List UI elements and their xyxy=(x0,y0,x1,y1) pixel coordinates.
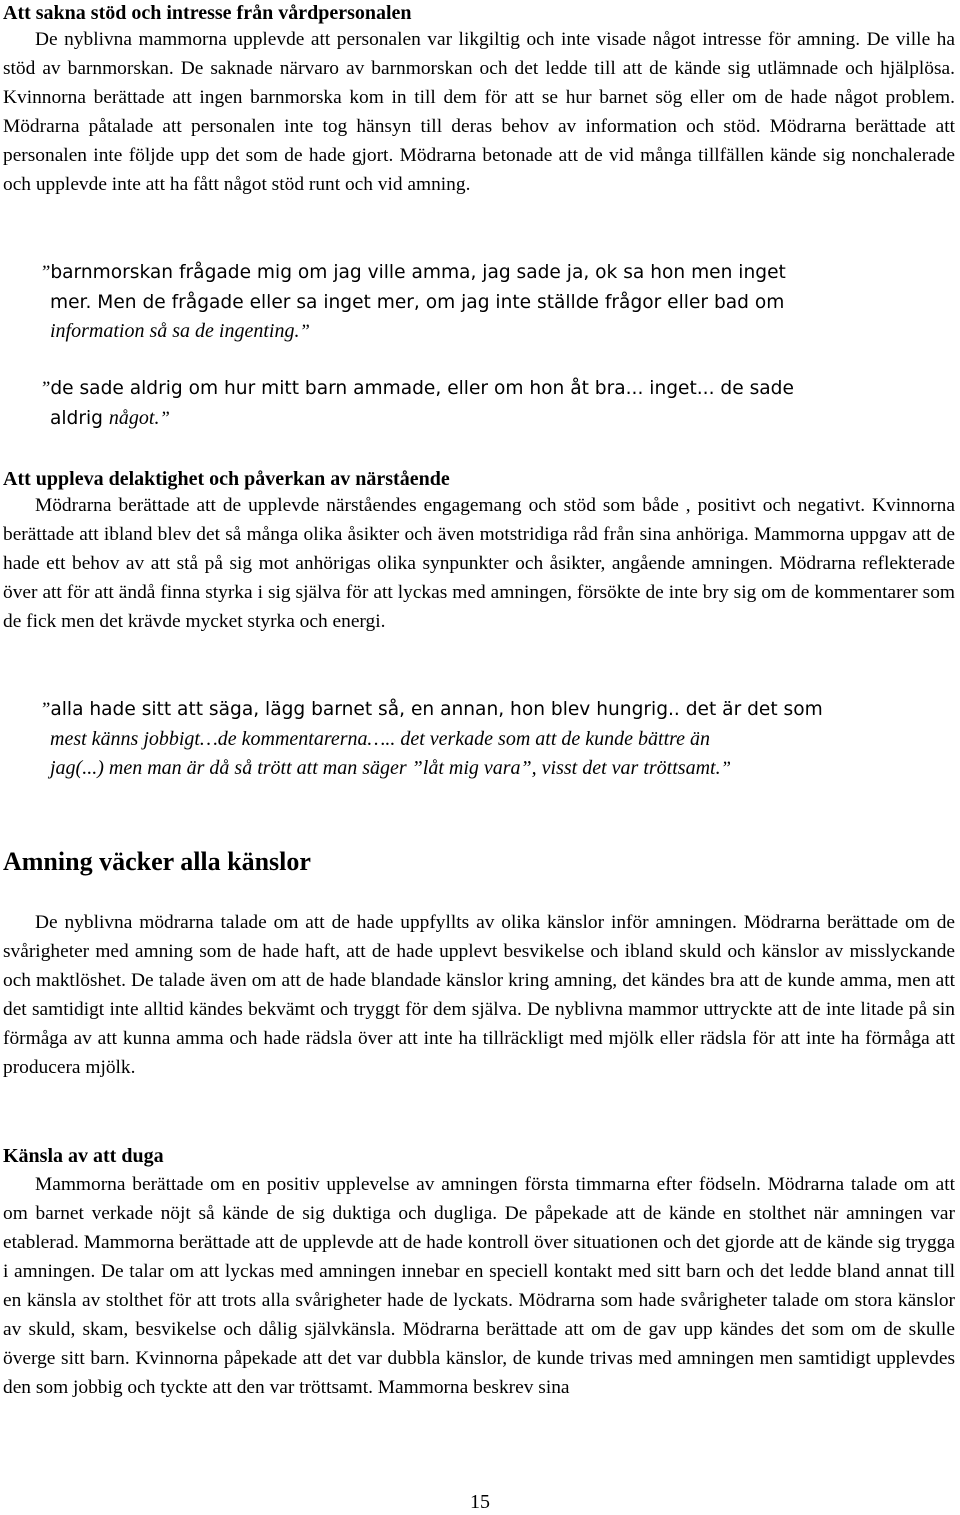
quote-text: aldrig xyxy=(50,407,109,429)
paragraph-kanslor: De nyblivna mödrarna talade om att de hade uppfyllts av olika känslor inför amningen. Mödrarna berättade om de svårigheter med amning som de hade haft, att de hade upplevt besvikelse och ibland skuld och känslor av misslyckande och maktlöshet. De talade även om att de hade blandade känslor kring amning, det kändes bra att de kunde amma, men att det samtidigt inte alltid kändes bekvämt och tryggt för dem själva. De nyblivna mammor uttryckte att de inte litade på sin förmåga av att kunna amma och hade rädsla över att inte ha tillräckligt med mjölk eller rädsla för att inte ha förmåga att producera mjölk. xyxy=(3,912,955,1078)
quote-open-mark: ” xyxy=(40,262,51,283)
page-number: 15 xyxy=(470,1491,490,1513)
paragraph-stod: De nyblivna mammorna upplevde att personalen var likgiltig och inte visade något intresse för amning. De ville ha stöd av barnmorskan. De saknade närvaro av barnmorskan och det ledde till att de kände sig utlämnade och hjälplösa. Kvinnorna berättade att ingen barnmorska kom in till dem för att se hur barnet sög eller om de hade något problem. Mödrarna påtalade att personalen inte tog hänsyn till deras behov av information och stöd. Mödrarna berättade att personalen inte följde upp det som de hade gjort. Mödrarna betonade att de vid många tillfällen kände sig nonchalerade och upplevde inte att ha fått något stöd runt och vid amning. xyxy=(3,29,955,195)
quote-close-mark: ” xyxy=(720,758,731,779)
quote-de-sade-aldrig xyxy=(40,374,920,433)
quote-line xyxy=(40,695,920,725)
paragraph-delaktighet: Mödrarna berättade att de upplevde närståendes engagemang och stöd som både , positivt och negativt. Kvinnorna berättade att ibland blev det så många olika åsikter och även motstridiga råd från sina anhöriga. Mammorna uppgav att de hade ett behov av att stå på sig mot anhörigas olika synpunkter och åsikter, angående amningen. Mödrarna reflekterade över att för att ändå finna styrka i sig själva för att lyckas med amningen, försökte de inte bry sig om de kommentarer som de fick men det krävde mycket styrka och energi. xyxy=(3,495,955,632)
quote-text-italic: jag(...) men man är då så trött att man säger ”låt mig vara”, visst det var tröttsamt. xyxy=(50,757,721,779)
section-heading-delaktighet: Att uppleva delaktighet och påverkan av närstående xyxy=(3,468,450,490)
quote-line xyxy=(40,374,920,404)
quote-close-mark: ” xyxy=(159,407,170,429)
section-heading-stod: Att sakna stöd och intresse från vårdpersonalen xyxy=(3,2,412,24)
quote-alla-hade xyxy=(40,695,920,784)
paragraph-duga: Mammorna berättade om en positiv upplevelse av amningen första timmarna efter födseln. Mödrarna talade om att om barnet verkade nöjt så kände de sig duktiga och dugliga. De påpekade att de kände en stolthet när amningen var etablerad. Mammorna berättade att de upplevde att de hade kontroll över situationen och det gjorde att de kände sig trygga i amningen. De talar om att lyckas med amningen innebar en speciell kontakt med sitt barn och det ledde bland annat till en känsla av stolthet för att trots alla svårigheter hade de lyckats. Mödrarna som hade svårigheter talade om stora känslor av skuld, skam, besvikelse och dålig självkänsla. Mödrarna berättade att om de gav upp kändes det som om de skulle överge sitt barn. Kvinnorna påpekade att det var dubbla känslor, de kunde trivas med amningen men samtidigt upplevdes den som jobbig och tyckte att den var tröttsamt. Mammorna beskrev sina xyxy=(3,1174,955,1398)
quote-text-italic: mest känns jobbigt…de kommentarerna….. det verkade som att de kunde bättre än xyxy=(50,727,711,750)
chapter-heading: Amning väcker alla känslor xyxy=(3,847,311,876)
quote-text-italic: något. xyxy=(108,406,160,429)
quote-line xyxy=(40,754,920,784)
quote-text: barnmorskan frågade mig om jag ville amma, jag sade ja, ok sa hon men inget xyxy=(50,262,786,283)
quote-text: de sade aldrig om hur mitt barn ammade, eller om hon åt bra... inget... de sade xyxy=(50,378,794,399)
quote-line: mer. Men de frågade eller sa inget mer, om jag inte ställde frågor eller bad om xyxy=(50,291,785,313)
quote-line xyxy=(40,258,920,288)
quote-line xyxy=(40,317,920,347)
section-heading-duga: Känsla av att duga xyxy=(3,1145,164,1167)
quote-line xyxy=(40,725,920,755)
quote-close-mark: ” xyxy=(299,321,310,342)
quote-text-italic: information så sa de ingenting. xyxy=(50,320,300,342)
quote-open-mark: ” xyxy=(40,699,51,720)
quote-barnmorskan xyxy=(40,258,920,347)
quote-line xyxy=(40,404,920,434)
quote-text: alla hade sitt att säga, lägg barnet så, en annan, hon blev hungrig.. det är det som xyxy=(50,699,823,720)
quote-open-mark: ” xyxy=(40,378,51,399)
